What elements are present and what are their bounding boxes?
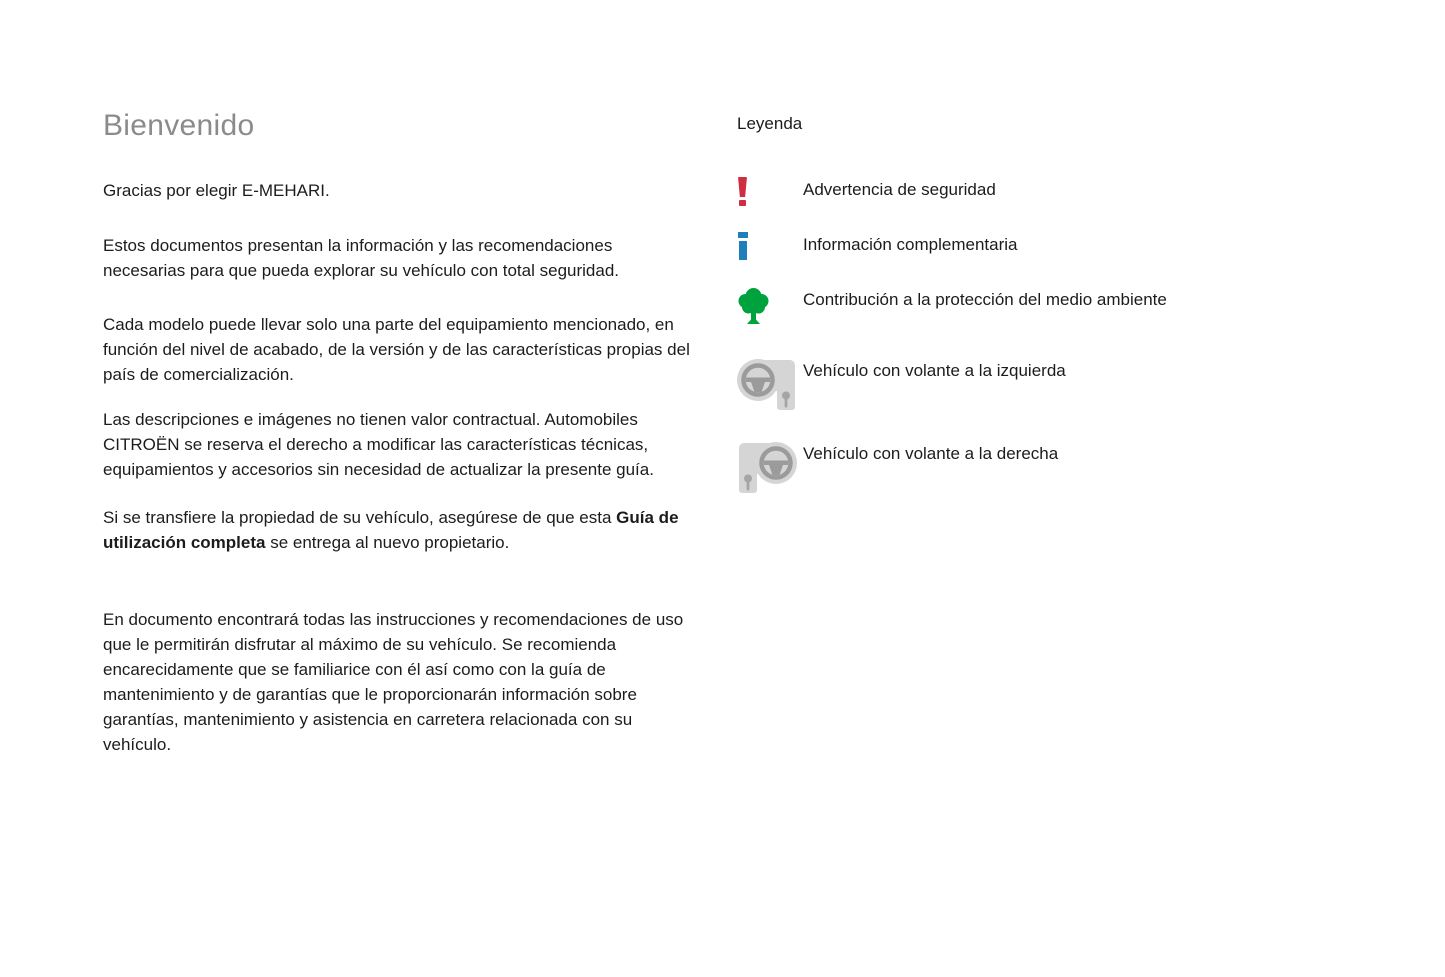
transfer-notice-bold: Guía de utilización completa bbox=[103, 508, 679, 552]
tree-icon bbox=[738, 287, 769, 329]
welcome-paragraph: Gracias por elegir E-MEHARI. bbox=[103, 181, 330, 200]
legend-item-label: Vehículo con volante a la izquierda bbox=[803, 361, 1066, 380]
legend-item bbox=[737, 232, 1397, 262]
transfer-notice-pre: Si se transfiere la propiedad de su vehículo, asegúrese de que esta bbox=[103, 508, 617, 527]
info-icon bbox=[738, 232, 750, 262]
legend-item bbox=[737, 358, 1397, 410]
welcome-paragraph: Cada modelo puede llevar solo una parte del equipamiento mencionado, en función del nivel de acabado, de la versión y de las características propias del país de comercialización. bbox=[103, 315, 690, 384]
legend-item-label: Vehículo con volante a la derecha bbox=[803, 444, 1059, 463]
steering-wheel-right-icon bbox=[737, 441, 797, 493]
warning-icon bbox=[738, 177, 750, 207]
closing-paragraph: En documento encontrará todas las instrucciones y recomendaciones de uso que le permitirán disfrutar al máximo de su vehículo. Se recomienda encarecidamente que se familiarice con él así como con la guía de mantenimiento y de garantías que le proporcionarán información sobre garantías, mantenimiento y asistencia en carretera relacionada con su vehículo. bbox=[103, 610, 684, 754]
legend-section bbox=[737, 0, 1397, 493]
legend-item bbox=[737, 287, 1397, 329]
legend-item bbox=[737, 441, 1397, 493]
legend-title: Leyenda bbox=[737, 114, 803, 133]
page-title: Bienvenido bbox=[103, 109, 255, 142]
legend-item-label: Información complementaria bbox=[803, 235, 1018, 254]
legend-item-label: Contribución a la protección del medio ambiente bbox=[803, 290, 1167, 309]
steering-wheel-left-icon bbox=[737, 358, 797, 410]
legend-item bbox=[737, 177, 1397, 207]
legend-item-label: Advertencia de seguridad bbox=[803, 180, 996, 199]
transfer-notice-paragraph bbox=[103, 505, 691, 555]
welcome-paragraph: Estos documentos presentan la información y las recomendaciones necesarias para que pueda explorar su vehículo con total seguridad. bbox=[103, 236, 620, 280]
transfer-notice-post: se entrega al nuevo propietario. bbox=[265, 533, 510, 552]
welcome-section bbox=[103, 0, 691, 757]
welcome-paragraph: Las descripciones e imágenes no tienen valor contractual. Automobiles CITROËN se reserva el derecho a modificar las características técnicas, equipamientos y accesorios sin necesidad de actualizar la presente guía. bbox=[103, 410, 654, 479]
